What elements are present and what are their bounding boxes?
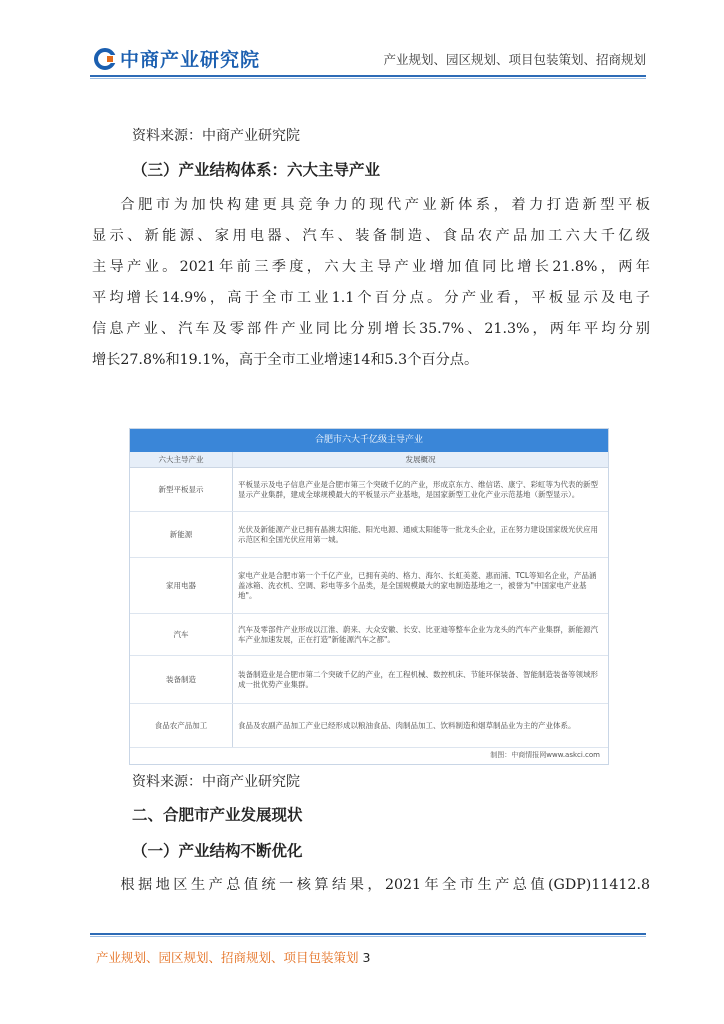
table-cell-industry: 食品农产品加工 <box>130 704 233 748</box>
table-row <box>130 614 608 656</box>
header-divider-thin <box>90 78 646 79</box>
table-cell-industry: 新能源 <box>130 512 233 558</box>
paragraph-line: 信息产业、汽车及零部件产业同比分别增长35.7%、21.3%，两年平均分别 <box>92 321 650 337</box>
industry-table <box>129 428 609 765</box>
header-divider <box>90 75 646 77</box>
logo-text: 中商产业研究院 <box>120 49 261 71</box>
table-header-industry: 六大主导产业 <box>130 452 233 468</box>
table-row <box>130 558 608 614</box>
page-number: 3 <box>362 950 371 965</box>
table-cell-industry: 装备制造 <box>130 656 233 704</box>
paragraph-line: 主导产业。2021年前三季度，六大主导产业增加值同比增长21.8%，两年 <box>92 259 650 275</box>
table-title: 合肥市六大千亿级主导产业 <box>130 429 608 452</box>
table-header-row <box>130 452 608 468</box>
table-cell-industry: 家用电器 <box>130 558 233 614</box>
page-footer <box>96 948 370 966</box>
table-header-overview: 发展概况 <box>233 452 609 468</box>
footer-divider <box>90 933 646 935</box>
logo-icon <box>94 48 116 70</box>
paragraph-line: 平均增长14.9%，高于全市工业1.1个百分点。分产业看，平板显示及电子 <box>92 290 650 306</box>
footer-tagline: 产业规划、园区规划、招商规划、项目包装策划 <box>96 950 359 965</box>
page-header <box>0 0 724 88</box>
header-tagline: 产业规划、园区规划、项目包装策划、招商规划 <box>383 52 646 67</box>
table-cell-desc: 装备制造业是合肥市第二个突破千亿的产业，在工程机械、数控机床、节能环保装备、智能制造装备等领域形成一批优势产业集群。 <box>233 656 609 704</box>
paragraph-line: 合肥市为加快构建更具竞争力的现代产业新体系，着力打造新型平板 <box>120 197 650 213</box>
source-note: 资料来源：中商产业研究院 <box>132 128 300 144</box>
chapter-heading: 二、合肥市产业发展现状 <box>132 806 303 824</box>
table-row <box>130 468 608 512</box>
logo <box>94 45 260 72</box>
table-credit: 制图：中商情报网www.askci.com <box>490 751 600 759</box>
paragraph-line: 显示、新能源、家用电器、汽车、装备制造、食品农产品加工六大千亿级 <box>92 228 650 244</box>
table-cell-industry: 新型平板显示 <box>130 468 233 512</box>
table-row <box>130 512 608 558</box>
section-heading: （三）产业结构体系：六大主导产业 <box>132 161 381 179</box>
table-cell-desc: 食品及农副产品加工产业已经形成以粮油食品、肉制品加工、饮料制造和烟草制品业为主的产业体系。 <box>233 704 609 748</box>
document-body <box>92 122 650 376</box>
table-cell-desc: 平板显示及电子信息产业是合肥市第三个突破千亿的产业，形成京东方、维信诺、康宁、彩虹等为代表的新型显示产业集群，建成全球规模最大的平板显示产业基地，是国家新型工业化产业示范基地（新型显示）。 <box>233 468 609 512</box>
section-heading: （一）产业结构不断优化 <box>132 842 303 860</box>
table-grid <box>130 452 608 748</box>
footer-divider-thin <box>90 936 646 937</box>
table-cell-desc: 光伏及新能源产业已拥有晶澳太阳能、阳光电源、通威太阳能等一批龙头企业，正在努力建设国家级光伏应用示范区和全国光伏应用第一城。 <box>233 512 609 558</box>
table-cell-industry: 汽车 <box>130 614 233 656</box>
table-row <box>130 656 608 704</box>
table-row <box>130 704 608 748</box>
table-cell-desc: 汽车及零部件产业形成以江淮、蔚来、大众安徽、长安、比亚迪等整车企业为龙头的汽车产业集群，新能源汽车产业加速发展，正在打造"新能源汽车之都"。 <box>233 614 609 656</box>
table-cell-desc: 家电产业是合肥市第一个千亿产业，已拥有美的、格力、海尔、长虹美菱、惠而浦、TCL等知名企业，产品涵盖冰箱、洗衣机、空调、彩电等多个品类，是全国规模最大的家电制造基地之一，被誉为"中国家电产业基地"。 <box>233 558 609 614</box>
document-body-lower <box>92 768 650 901</box>
paragraph-line: 根据地区生产总值统一核算结果，2021年全市生产总值(GDP)11412.8 <box>120 877 650 893</box>
paragraph-line: 增长27.8%和19.1%，高于全市工业增速14和5.3个百分点。 <box>92 352 479 368</box>
source-note: 资料来源：中商产业研究院 <box>132 774 300 790</box>
paragraph <box>92 190 650 376</box>
